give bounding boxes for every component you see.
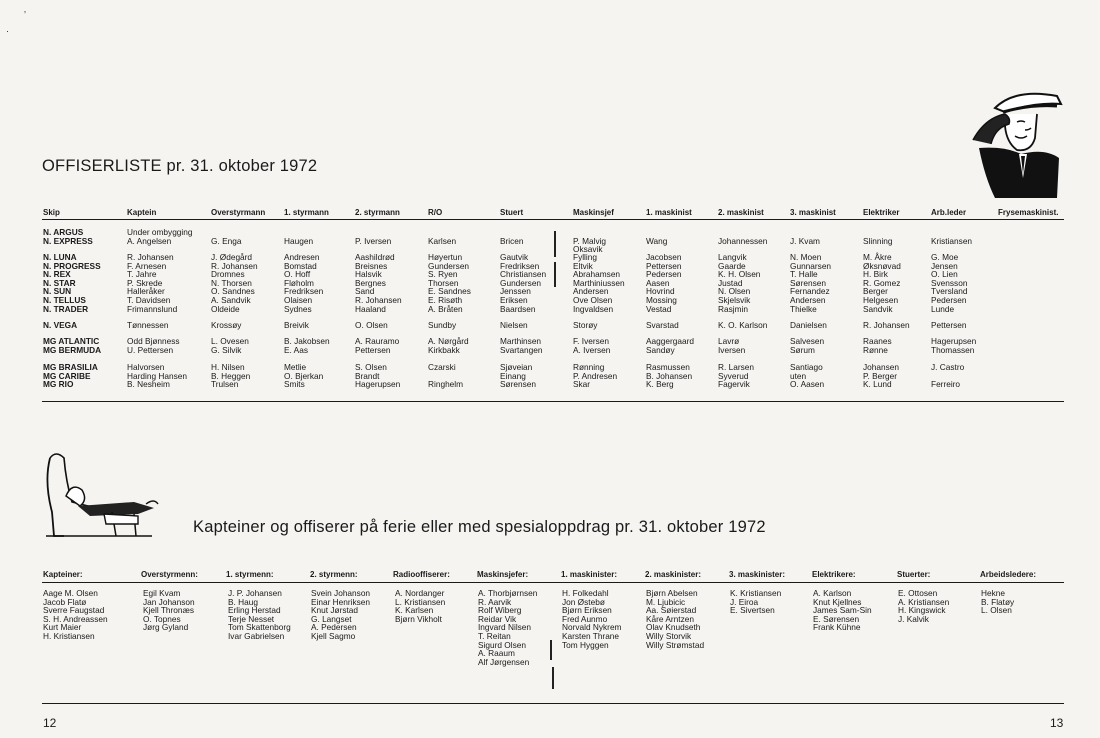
overstyrmann-cell: G. Enga (211, 235, 242, 246)
group-ships: N. VEGA (43, 320, 78, 330)
maskinist2-cell: R. Larsen Syverud Fagervik (718, 362, 754, 390)
maskinist1-cell: Wang (646, 235, 668, 246)
group-ships: MG ATLANTIC MG BERMUDA (43, 336, 102, 355)
kaptein-cell: Halvorsen Harding Hansen B. Nesheim (127, 362, 187, 390)
leave-list-2-maskinister: Bjørn Abelsen M. Ljubicic Aa. Søierstad Kåre Arntzen Olav Knudseth Willy Storvik Willy Strømstad (646, 588, 705, 650)
overstyrmann-cell: L. Ovesen G. Silvik (211, 336, 249, 355)
styrmann2-cell: S. Olsen Brandt Hagerupsen (355, 362, 401, 390)
leave-header-radiooffiserer: Radiooffiserer: (393, 570, 450, 579)
kaptein-cell: Under ombygging A. Angelsen (127, 227, 193, 246)
styrmann2-cell: O. Olsen (355, 320, 388, 330)
leave-header-rule (42, 582, 1064, 583)
header-kaptein: Kaptein (127, 208, 157, 217)
stuert-cell: Nielsen (500, 320, 528, 330)
leave-header-elektrikere: Elektrikere: (812, 570, 856, 579)
stuert-cell: Sjøveian Einang Sørensen (500, 362, 536, 390)
ro-cell: Høyertun Gundersen S. Ryen Thorsen E. Sandnes E. Risøth A. Bråten (428, 252, 471, 314)
elektriker-cell: Raanes Rønne (863, 336, 892, 355)
header-2-styrmann: 2. styrmann (355, 208, 400, 217)
stuert-cell: Bricen (500, 235, 524, 246)
saluting-captain-illustration (965, 78, 1070, 208)
kaptein-cell: Odd Bjønness U. Pettersen (127, 336, 180, 355)
leave-list-1-maskinister: H. Folkedahl Jon Østebø Bjørn Eriksen Fred Aunmo Norvald Nykrem Karsten Thrane Tom Hyggen (562, 588, 622, 650)
group-ships: N. ARGUS N. EXPRESS (43, 227, 93, 246)
kaptein-cell: R. Johansen F. Arnesen T. Jahre P. Skrede Halleråker T. Davidsen Frimannslund (127, 252, 178, 314)
bracket-mark (554, 231, 556, 257)
styrmann1-cell: Haugen (284, 235, 314, 246)
maskinist1-cell: Aaggergaard Sandøy (646, 336, 694, 355)
header-2-maskinist: 2. maskinist (718, 208, 764, 217)
group-ships: N. LUNA N. PROGRESS N. REX N. STAR N. SUN N. TELLUS N. TRADER (43, 252, 101, 314)
arbleder-cell: Pettersen (931, 320, 967, 330)
leave-list-elektrikere: A. Karlson Knut Kjellnes James Sam-Sin E. Sørensen Frank Kühne (813, 588, 872, 633)
page-number-right: 13 (1050, 716, 1064, 730)
styrmann2-cell: P. Iversen (355, 235, 392, 246)
leave-header-3-maskinister: 3. maskinister: (729, 570, 786, 579)
ro-cell: A. Nørgård Kirkbakk (428, 336, 469, 355)
maskinist3-cell: Santiago uten O. Aasen (790, 362, 825, 390)
maskinsjef-cell: P. Malvig Oksavik (573, 235, 607, 255)
header-ro: R/O (428, 208, 443, 217)
header-skip: Skip (43, 208, 60, 217)
ro-cell: Karlsen (428, 235, 457, 246)
bracket-mark (552, 667, 554, 689)
page-title: OFFISERLISTE pr. 31. oktober 1972 (42, 157, 318, 175)
bracket-mark (550, 640, 552, 660)
leave-list-radiooffiserer: A. Nordanger L. Kristiansen K. Karlsen Bjørn Vikholt (395, 588, 446, 624)
leave-list-arbeidsledere: Hekne B. Flatøy L. Olsen (981, 588, 1015, 616)
leave-header-overstyrmenn: Overstyrmenn: (141, 570, 198, 579)
leave-list-stuerter: E. Ottosen A. Kristiansen H. Kingswick J. Kalvik (898, 588, 950, 624)
leave-list-2-styrmenn: Svein Johanson Einar Henriksen Knut Jørstad G. Langset A. Pedersen Kjell Sagmo (311, 588, 371, 641)
leave-list-3-maskinister: K. Kristiansen J. Eiroa E. Sivertsen (730, 588, 782, 616)
maskinist3-cell: Danielsen (790, 320, 827, 330)
elektriker-cell: M. Åkre Øksnøvad H. Birk R. Gomez Berger Helgesen Sandvik (863, 252, 901, 314)
ro-cell: Sundby (428, 320, 457, 330)
arbleder-cell: J. Castro Ferreiro (931, 362, 965, 390)
maskinsjef-cell: Storøy (573, 320, 598, 330)
leave-header-2-maskinister: 2. maskinister: (645, 570, 702, 579)
maskinist2-cell: Langvik Gaarde K. H. Olsen Justad N. Olsen Skjelsvik Rasjmin (718, 252, 761, 314)
header-1-maskinist: 1. maskinist (646, 208, 692, 217)
page-number-left: 12 (43, 716, 57, 730)
maskinsjef-cell: F. Iversen A. Iversen (573, 336, 611, 355)
leave-header-1-maskinister: 1. maskinister: (561, 570, 618, 579)
maskinist2-cell: Lavrø Iversen (718, 336, 746, 355)
leave-header-1-styrmenn: 1. styrmenn: (226, 570, 274, 579)
maskinist1-cell: Svarstad (646, 320, 679, 330)
arbleder-cell: Hagerupsen Thomassen (931, 336, 977, 355)
header-rule (42, 219, 1064, 220)
leave-list-overstyrmenn: Egil Kvam Jan Johanson Kjell Thronæs O. Topnes Jørg Gyland (143, 588, 195, 633)
header-maskinsjef: Maskinsjef (573, 208, 614, 217)
styrmann1-cell: Breivik (284, 320, 309, 330)
styrmann1-cell: B. Jakobsen E. Aas (284, 336, 330, 355)
reclining-man-illustration (42, 452, 162, 547)
maskinist1-cell: Rasmussen B. Johansen K. Berg (646, 362, 693, 390)
print-speck: · (6, 26, 9, 36)
header-arb-leder: Arb.leder (931, 208, 967, 217)
leave-header-arbeidsledere: Arbeidsledere: (980, 570, 1037, 579)
header-overstyrmann: Overstyrmann (211, 208, 266, 217)
overstyrmann-cell: H. Nilsen B. Heggen Trulsen (211, 362, 251, 390)
print-speck: ʼ (24, 10, 26, 20)
leave-list-maskinsjefer: A. Thorbjørnsen R. Aarvik Rolf Wiberg Reidar Vik Ingvard Nilsen T. Reitan Sigurd Olsen A. Raaum Alf Jørgensen (478, 588, 538, 667)
header-elektriker: Elektriker (863, 208, 900, 217)
overstyrmann-cell: J. Ødegård R. Johansen Dromnes N. Thorsen O. Sandnes A. Sandvik Oldeide (211, 252, 258, 314)
header-3-maskinist: 3. maskinist (790, 208, 836, 217)
overstyrmann-cell: Krossøy (211, 320, 242, 330)
maskinist3-cell: J. Kvam (790, 235, 820, 246)
footer-rule (42, 703, 1064, 704)
section-divider (42, 401, 1064, 402)
styrmann1-cell: Andresen Bomstad O. Hoff Fløholm Fredriksen Olaisen Sydnes (284, 252, 324, 314)
leave-header-stuerter: Stuerter: (897, 570, 931, 579)
styrmann2-cell: A. Rauramo Pettersen (355, 336, 400, 355)
stuert-cell: Marthinsen Svartangen (500, 336, 543, 355)
leave-header-2-styrmenn: 2. styrmenn: (310, 570, 358, 579)
maskinist2-cell: K. O. Karlson (718, 320, 768, 330)
elektriker-cell: Slinning (863, 235, 893, 246)
stuert-cell: Gautvik Fredriksen Christiansen Gundersen Jenssen Eriksen Baardsen (500, 252, 547, 314)
header-stuert: Stuert (500, 208, 524, 217)
styrmann2-cell: Aashildrød Breisnes Halsvik Bergnes Sand R. Johansen Haaland (355, 252, 402, 314)
maskinist3-cell: Salvesen Sørum (790, 336, 825, 355)
leave-list-kapteiner: Aage M. Olsen Jacob Flatø Sverre Faugstad S. H. Andreassen Kurt Maier H. Kristiansen (43, 588, 108, 641)
section-title: Kapteiner og offiserer på ferie eller med spesialoppdrag pr. 31. oktober 1972 (193, 518, 766, 536)
maskinist2-cell: Johannessen (718, 235, 768, 246)
arbleder-cell: G. Moe Jensen O. Lien Svensson Tversland Pedersen Lunde (931, 252, 968, 314)
kaptein-cell: Tønnessen (127, 320, 169, 330)
maskinsjef-cell: Fylling Eltvik Abrahamsen Marthiniussen Andersen Ove Olsen Ingvaldsen (573, 252, 625, 314)
maskinist3-cell: N. Moen Gunnarsen T. Halle Sørensen Fernandez Andersen Thielke (790, 252, 832, 314)
maskinsjef-cell: Rønning P. Andresen Skar (573, 362, 618, 390)
header-1-styrmann: 1. styrmann (284, 208, 329, 217)
elektriker-cell: R. Johansen (863, 320, 910, 330)
leave-header-maskinsjefer: Maskinsjefer: (477, 570, 529, 579)
leave-list-1-styrmenn: J. P. Johansen B. Haug Erling Herstad Terje Nesset Tom Skattenborg Ivar Gabrielsen (228, 588, 291, 641)
bracket-mark (554, 262, 556, 287)
header-frysemaskinist: Frysemaskinist. (998, 208, 1059, 217)
arbleder-cell: Kristiansen (931, 235, 973, 246)
elektriker-cell: Johansen P. Berger K. Lund (863, 362, 899, 390)
group-ships: MG BRASILIA MG CARIBE MG RIO (43, 362, 98, 390)
leave-header-kapteiner: Kapteiner: (43, 570, 83, 579)
maskinist1-cell: Jacobsen Pettersen Pedersen Aasen Hovrind Mossing Vestad (646, 252, 682, 314)
ro-cell: Czarski Ringhelm (428, 362, 464, 390)
styrmann1-cell: Metlie O. Bjerkan Smits (284, 362, 324, 390)
